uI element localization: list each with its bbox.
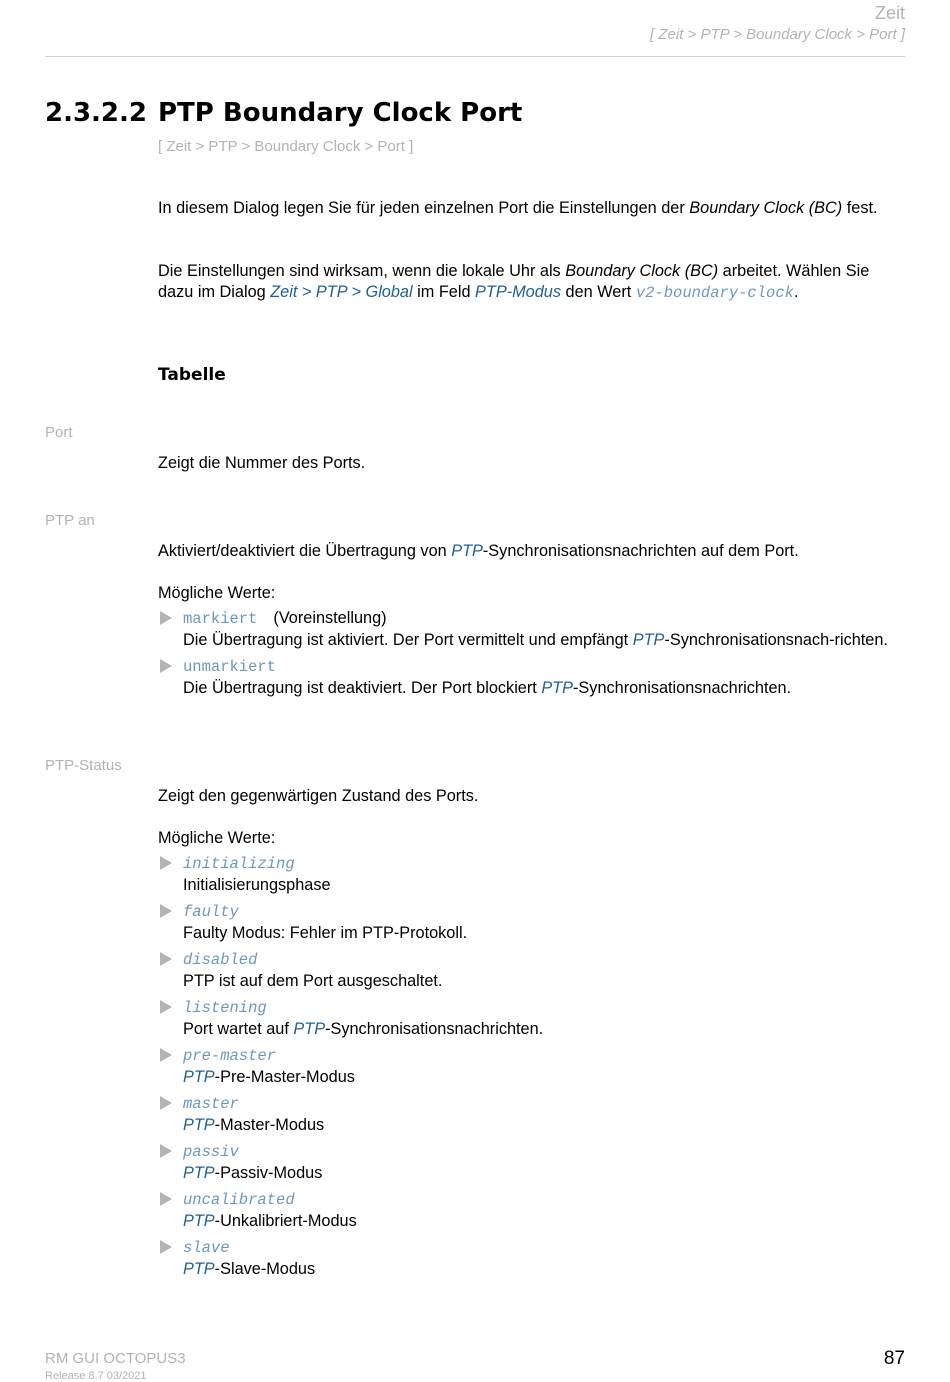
bullet-triangle-icon: [160, 611, 172, 625]
list-item: faulty Faulty Modus: Fehler im PTP-Protokoll.: [158, 901, 898, 944]
ptp-mode-field-link[interactable]: PTP-Modus: [475, 283, 561, 301]
list-item: initializing Initialisierungsphase: [158, 853, 898, 896]
header-chapter: Zeit: [874, 3, 905, 23]
section-breadcrumb: [ Zeit > PTP > Boundary Clock > Port ]: [158, 138, 414, 155]
section-title: PTP Boundary Clock Port: [158, 98, 523, 128]
bullet-triangle-icon: [160, 904, 172, 918]
header-divider: [45, 56, 905, 57]
bullet-triangle-icon: [160, 1144, 172, 1158]
param-ptp-an-desc: Aktiviert/deaktiviert die Übertragung von PTP-Synchronisationsnachrichten auf dem Port.: [158, 542, 799, 560]
param-ptp-status-desc: Zeigt den gegenwärtigen Zustand des Ports.: [158, 787, 479, 805]
ptp-status-values-heading: Mögliche Werte:: [158, 829, 276, 847]
footer-release: Release 8.7 03/2021: [45, 1370, 147, 1382]
value-code: slave: [183, 1239, 230, 1257]
header-breadcrumb: [ Zeit > PTP > Boundary Clock > Port ]: [650, 26, 905, 43]
value-code: unmarkiert: [183, 658, 277, 676]
value-code: pre-master: [183, 1047, 277, 1065]
value-code: passiv: [183, 1143, 239, 1161]
bullet-triangle-icon: [160, 1240, 172, 1254]
list-item: listening Port wartet auf PTP-Synchronisationsnachrichten.: [158, 997, 898, 1040]
list-item: passiv PTP-Passiv-Modus: [158, 1141, 898, 1184]
list-item: markiert (Voreinstellung) Die Übertragung ist aktiviert. Der Port vermittelt und empfängt PTP-Synchronisationsnach-richten.: [158, 608, 898, 651]
bullet-triangle-icon: [160, 659, 172, 673]
ptp-an-values-list: [158, 608, 898, 704]
value-code: markiert: [183, 610, 258, 628]
intro-paragraph-1: In diesem Dialog legen Sie für jeden einzelnen Port die Einstellungen der Boundary Clock (BC) fest.: [158, 199, 878, 217]
value-code: uncalibrated: [183, 1191, 295, 1209]
param-port-desc: Zeigt die Nummer des Ports.: [158, 454, 366, 472]
bullet-triangle-icon: [160, 1000, 172, 1014]
bullet-triangle-icon: [160, 1048, 172, 1062]
param-ptp-an-label: PTP an: [45, 512, 95, 529]
section-number: 2.3.2.2: [45, 98, 147, 128]
list-item: slave PTP-Slave-Modus: [158, 1237, 898, 1280]
value-code: master: [183, 1095, 239, 1113]
param-ptp-status-label: PTP-Status: [45, 757, 122, 774]
param-port-label: Port: [45, 424, 73, 441]
table-heading: Tabelle: [158, 365, 226, 385]
value-code: faulty: [183, 903, 239, 921]
value-code: listening: [183, 999, 267, 1017]
list-item: disabled PTP ist auf dem Port ausgeschaltet.: [158, 949, 898, 992]
list-item: pre-master PTP-Pre-Master-Modus: [158, 1045, 898, 1088]
value-code: initializing: [183, 855, 295, 873]
value-code: v2-boundary-clock: [635, 284, 794, 302]
bullet-triangle-icon: [160, 1096, 172, 1110]
ptp-an-values-heading: Mögliche Werte:: [158, 584, 276, 602]
bullet-triangle-icon: [160, 1192, 172, 1206]
bullet-triangle-icon: [160, 856, 172, 870]
intro-paragraph-2: Die Einstellungen sind wirksam, wenn die lokale Uhr als Boundary Clock (BC) arbeitet. Wählen Sie dazu im Dialog Zeit > PTP > Global im Feld PTP-Modus den Wert v2-boundary-clock.: [158, 262, 870, 302]
list-item: uncalibrated PTP-Unkalibriert-Modus: [158, 1189, 898, 1232]
page-number: 87: [883, 1348, 905, 1369]
footer-document: RM GUI OCTOPUS3: [45, 1350, 186, 1367]
ptp-status-values-list: [158, 853, 898, 1285]
bullet-triangle-icon: [160, 952, 172, 966]
list-item: master PTP-Master-Modus: [158, 1093, 898, 1136]
list-item: unmarkiert Die Übertragung ist deaktiviert. Der Port blockiert PTP-Synchronisationsnachrichten.: [158, 656, 898, 699]
global-dialog-link[interactable]: Zeit > PTP > Global: [270, 283, 413, 301]
value-code: disabled: [183, 951, 258, 969]
